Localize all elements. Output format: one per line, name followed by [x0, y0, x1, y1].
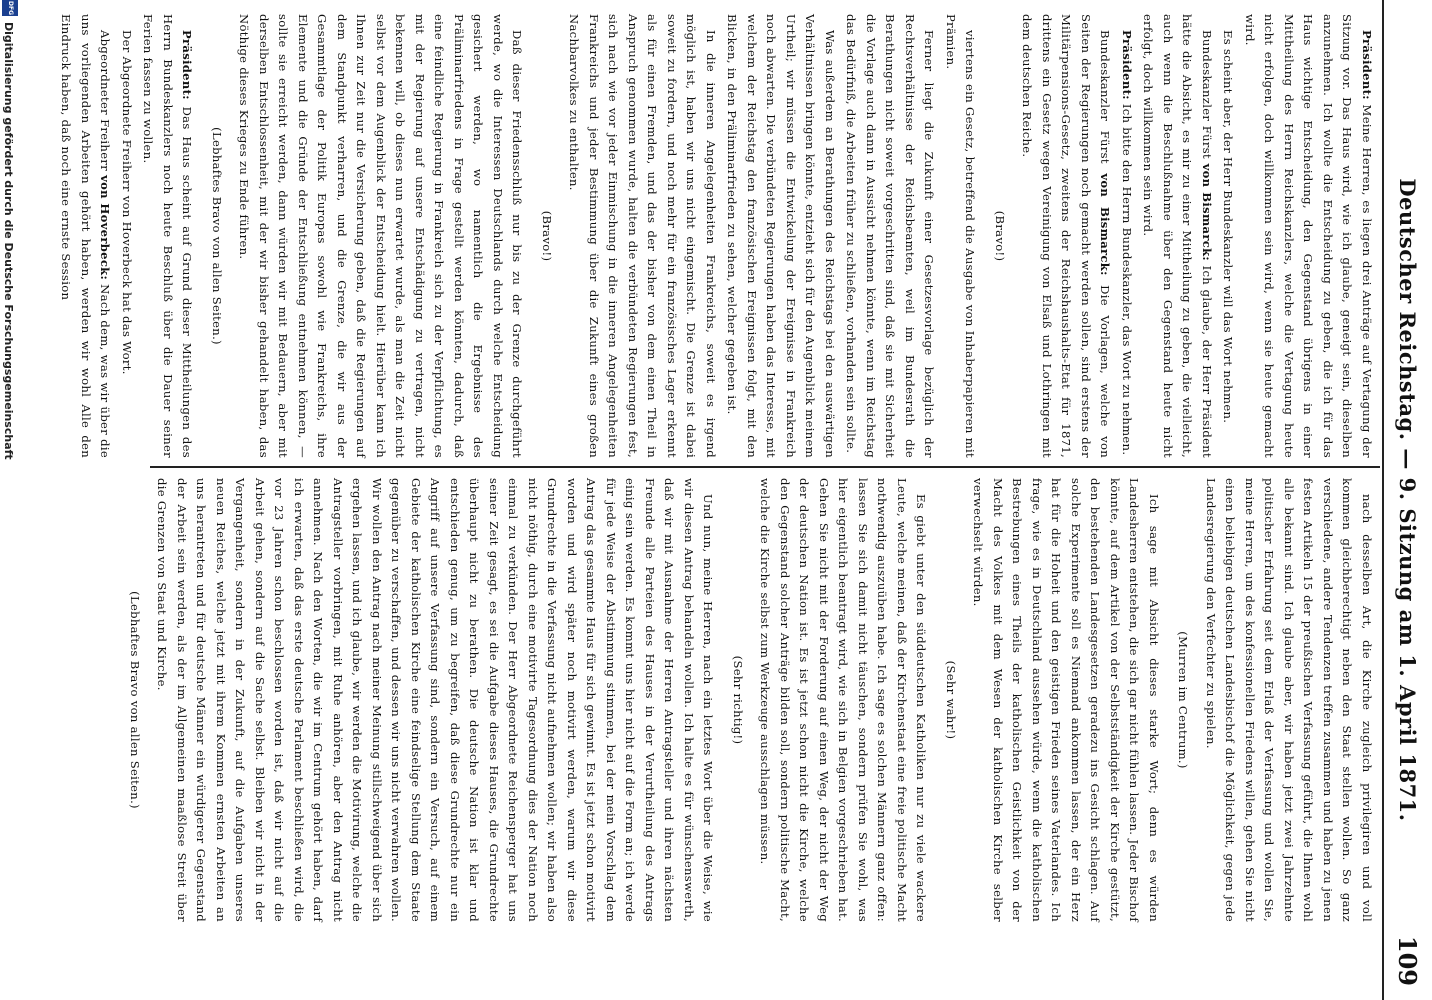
column-two-paragraph: Und nun, meine Herren, nach ein letztes Wort über die Weise, wie wir diesen Antrag behandeln wollen. Ich halte es für wünschenswerth, daß wir mit Ausnahme der Herren Antragsteller und ihren nächsten Freunde alle Parteien des Hauses in der Verurtheilung des Antrags einig sein werden. Es kommt uns hier nicht auf die Form an; ich werde für jede Weise der Abstimmung stimmen, bei der mein Vorschlag dem Antrag das gesammte Haus für sich gewinnt. Es ist jetzt schon motivirt worden und wird später noch motivirt werden, warum wir diese Grundrechte in die Verfassung nicht aufnehmen wollen; wir haben also nicht nöthig, durch eine motivirte Tagesordnung dies der Nation noch einmal zu verkünden. Der Herr Abgeordnete Reichensperger hat uns seiner Zeit gesagt, es sei die Aufgabe dieses Hauses, die Grundrechte überhaupt nicht zu berathen. Die deutsche Nation ist klar und entschieden genug, um zu begreifen, daß diese Grundrechte nur ein Angriff auf unsere Verfassung sind, sondern ein Versuch, auf einem Gebiete der katholischen Kirche eine feindselige Stellung dem Staate gegenüber zu verschaffen, und dessen wir uns nicht verwahren wollen. Wir wollen den Antrag nach meiner Meinung stillschweigend über sich ergehen lassen, und ich glaube, wir werden die Motivirung, welche die Antragsteller vorbringen, mit Ruhe anhören, aber den Antrag nicht annehmen. Nach den Worten, die wir im Centrum gehört haben, darf ich erwarten, daß das erste deutsche Parlament beschließen wird, die vor 23 Jahren schon beschlossen worden ist, daß wir nicht auf die Arbeit gehen, sondern auf die Sache selbst. Bleiben wir nicht in der Vergangenheit, sondern in der Zukunft, auf die Aufgaben unseres neuen Reiches, welche jetzt mit ihrem Kommen ernsten Arbeiten an uns herantreten und für deutsche Männer ein würdigerer Gegenstand der Arbeit sein werden, als der im Allgemeinen maaßlose Streit über die Grenzen von Staat und Kirche. [155, 478, 716, 922]
column-two-paragraph: nach desselben Art, die Kirche zugleich privilegiren und voll kommen gleichberechtigt neben den Staat stellen wollen. So ganz verschiedene, andere Tendenzen treffen zusammen und haben zu jenen festen Artikeln 15 der preußischen Verfassung geführt, die Ihnen wohl alle bekannt sind. Ich glaube aber, wir haben jetzt zwei Jahrzehnte politischer Erfahrung seit dem Erlaß der Verfassung und wollen Sie, meine Herren, um des konfessionellen Friedens willen, gehen Sie nicht einen beliebigen deutschen Landesbischof die Möglichkeit, gegen jede Landesregierung den Verfechter zu spielen. [1204, 478, 1374, 922]
column-two-stage-direction: (Sehr wahr!) [944, 660, 958, 740]
column-two-paragraph: Es giebt unter den süddeutschen Katholiken nur zu viele wackere Leute, welche meinen, daß der Kirchenstaat eine freie politische Macht nothwendig auszuüben habe. Ich sage es solchen Männern ganz offen: lassen Sie sich damit nicht täuschen, sondern prüfen Sie wohl, was hier eigentlich beantragt wird, wie sich in Belgien vorgeschrieben hat. Gehen Sie nicht mit der Forderung auf einen Weg, der nicht der Weg der deutschen Nation ist. Es ist jetzt schon nicht die Kirche, welche den Gegenstand solcher Anträge bilden soll, sondern politische Macht, welche die Kirche selbst zum Werkzeuge ausschlagen müssen. [758, 478, 929, 922]
column-two-stage-direction: (Sehr richtig!) [731, 655, 745, 745]
column-one-stage-direction: (Bravo!) [993, 210, 1007, 262]
column-one-paragraph: Präsident: Meine Herren, es liegen drei Anträge auf Vertagung der Sitzung vor. Das Haus wird, wie ich glaube, geneigt sein, dieselben anzunehmen. Ich wollte die Entscheidung zu geben, die ich für das Haus wichtige Entscheidung, den Gegenstand übrigens in einer Mittheilung des Herrn Reichskanzlers, welche die Vertagung heute nicht erfolgen, doch willkommen sein wird, wenn sie heute gemacht wird. [1243, 14, 1374, 458]
dfg-logo: DFG [2, 0, 18, 16]
page-title: Deutscher Reichstag. — 9. Sitzung am 1. April 1871. [1395, 178, 1420, 822]
page-number: 109 [1393, 935, 1422, 986]
column-one-paragraph: Präsident: Das Haus scheint auf Grund dieser Mittheilungen des Herrn Bundeskanzlers noch heute Beschluß über die Dauer seiner Ferien fassen zu wollen. [141, 14, 195, 458]
page-header [1382, 0, 1424, 1000]
footer [0, 0, 24, 1000]
column-one-paragraph: viertens ein Gesetz, betreffend die Ausgabe von Inhaberpapieren mit Prämien. [944, 14, 978, 458]
column-one-paragraph: Ferner liegt die Zukunft einer Gesetzesvorlage bezüglich der Rechtsverhältnisse der Reichsbeamten, weil im Bundesrath die Berathungen nicht soweit vorgeschritten sind, daß sie mit Sicherheit die Vorlage auch dann in Aussicht nehmen könnte, wenn im Reichstag das Bedürfniß, die Arbeiten früher zu schließen, vorhanden sein sollte. [844, 14, 937, 458]
column-one-paragraph: Präsident: Ich bitte den Herrn Bundeskanzler, das Wort zu nehmen. [1120, 30, 1134, 456]
column-one-paragraph: Bundeskanzler Fürst von Bismarck: Die Vorlagen, welche von Seiten der Regierungen noch gemacht werden sollen, sind erstens der Militärpensions-Gesetz, zweitens der Reichshaushalts-Etat für 1871, drittens ein Gesetz wegen Vereinigung von Elsaß und Lothringen mit dem deutschen Reiche. [1020, 14, 1113, 458]
text-column-second [128, 478, 1376, 922]
column-divider [150, 466, 1380, 468]
column-one-paragraph: Daß dieser Friedensschluß nur bis zu der Grenze durchgeführt werde, wo die Interessen Deutschlands durch welche Entscheidung gesichert werden, wo namentlich die Ergebnisse des Präliminarfriedens in Frage gestellt werden könnten, dadurch, daß eine feindliche Regierung in Frankreich sich zu der Verpflichtung, es mit der Regierung auf unsere Entschädigung zu vertragen, nicht bekennen will, ob dieses nun erwartet wurde, als man die Zeit nicht selbst vor dem Augenblick der Entscheidung hielt. Hierüber kann ich Ihnen zur Zeit nur die Versicherung geben, daß die Regierungen auf dem Standpunkt verharren, und die Grenze, die wir aus der Gesammtlage der Politik Europas sowohl wie Frankreichs, ihre Elemente und die Gründe der Entschließung entnehmen können, — sollte sie erreicht werden, dann würden wir mit Bedauern, aber mit derselben Entschlossenheit, mit der wir bisher gehandelt haben, das Nöthige dieses Krieges zu Ende führen. [237, 14, 525, 458]
column-one-paragraph: Der Abgeordnete Freiherr von Hoverbeck hat das Wort. [120, 30, 134, 375]
text-column-first [59, 14, 1376, 458]
column-one-paragraph: Abgeordneter Freiherr von Hoverbeck: Nach dem, was wir über die uns vorliegenden Arbeiten gehört haben, werden wir wohl Alle den Eindruck haben, daß noch eine ernste Session [59, 14, 113, 458]
column-one-paragraph: In die inneren Angelegenheiten Frankreichs, soweit es irgend möglich ist, haben wir uns nicht eingemischt. Die Grenze ist dabei soweit zu fordern, und noch mehr für ein französisches Lager erkennt als für einen Fremden, und das der bisher von dem einen Theil in Anspruch genommen wurde, halten die verbündeten Regierungen fest, sich nach wie vor jeder Einmischung in die inneren Angelegenheiten Frankreichs und jeder Bestimmung über die Zukunft eines großen Nachbarvolkes zu enthalten. [567, 14, 718, 458]
digitization-credit: Digitalisierung gefördert durch die Deutsche Forschungsgemeinschaft [2, 22, 15, 460]
column-one-paragraph: Es scheint aber, der Herr Bundeskanzler will das Wort nehmen. [1221, 30, 1236, 424]
column-two-stage-direction: (Lebhaftes Bravo von allen Seiten.) [128, 591, 142, 809]
column-one-stage-direction: (Bravo!) [540, 210, 554, 262]
column-one-stage-direction: (Lebhaftes Bravo von allen Seiten.) [210, 127, 224, 345]
column-two-stage-direction: (Murren im Centrum.) [1176, 631, 1191, 769]
column-one-paragraph: Was außerdem an Berathungen des Reichstags bei den auswärtigen Verhältnissen bringen könnte, entzieht sich für den Augenblick meinem Urtheil; wir müssen die Entwickelung der Ereignisse in Frankreich noch abwarten. Die verbündeten Regierungen haben das Interesse, mit welchem der Reichstag den französischen Ereignissen folgt, mit den Blicken, in den Präliminarfrieden zu sehen, welcher gegeben ist. [725, 14, 837, 458]
column-two-paragraph: Ich sage mit Absicht dieses starke Wort; denn es würden Landesherren entstehen, die sich gar nicht fühlen lassen. Jeder Bischof könnte, auf dem Artikel von der Selbstständigkeit der Kirche gestützt, den bestehenden Landesgesetzen geradezu ins Gesicht schlagen. Auf solche Experimente soll es Niemand ankommen lassen, der ein Herz hat für die Hoheit und den geistigen Frieden seines Vaterlandes. Ich frage, wie es in Deutschland aussehen würde, wenn die katholischen Bestrebungen eines Theils der katholischen Geistlichkeit von der Macht des Volkes mit dem Wesen der katholischen Kirche selber verwechselt würden. [971, 478, 1161, 922]
column-one-paragraph: Bundeskanzler Fürst von Bismarck: Ich glaube, der Herr Präsident hätte die Absicht, es mir zu einer Mittheilung zu geben, die vielleicht, auch wenn die Beschlußnahme über den Gegenstand heute nicht erfolgt, doch willkommen sein wird. [1141, 14, 1214, 458]
